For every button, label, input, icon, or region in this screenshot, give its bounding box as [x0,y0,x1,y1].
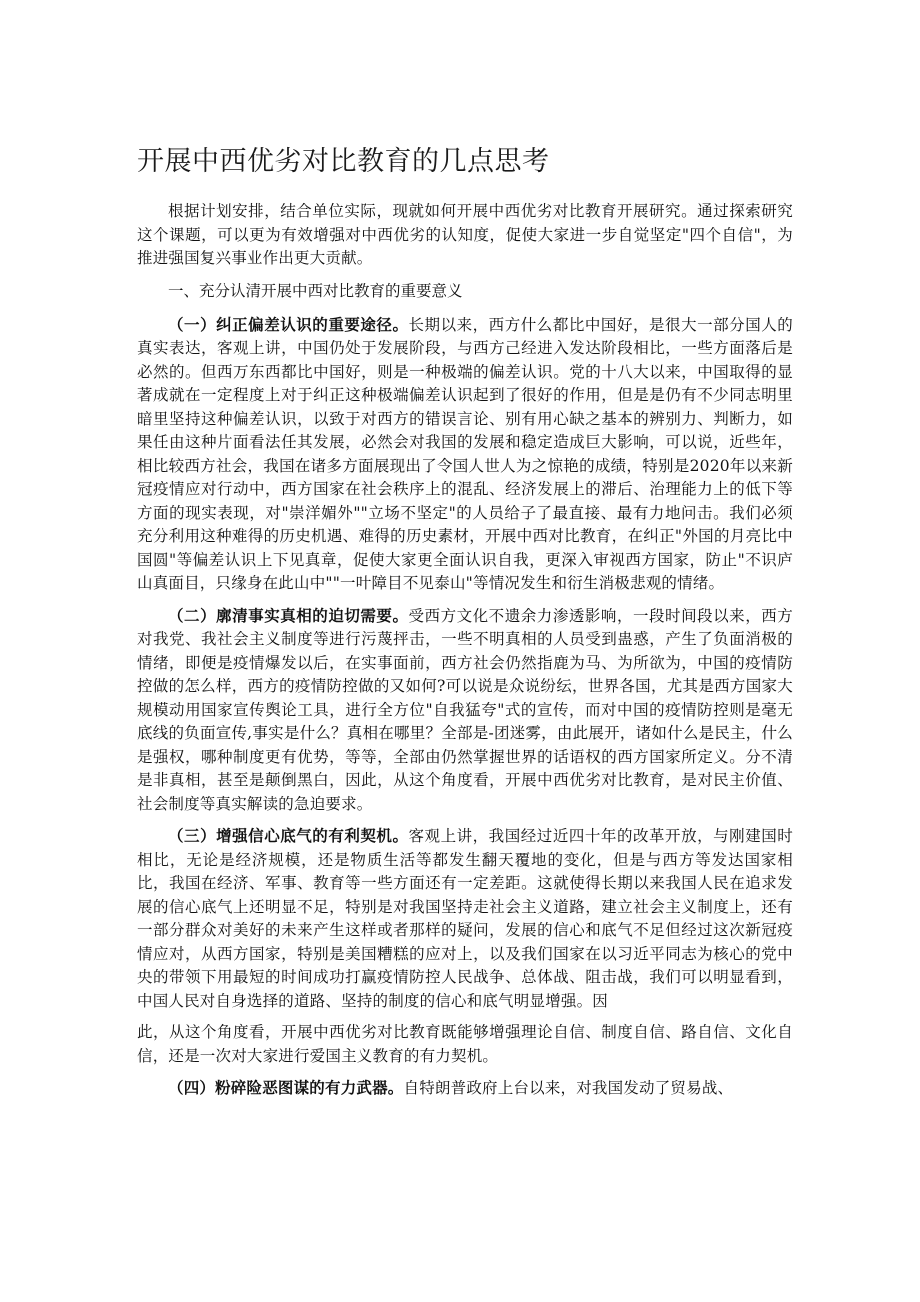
paragraph-4 [137,1076,793,1101]
paragraph-1 [137,313,793,596]
paragraph-4-lead: （四）粉碎险恶图谋的有力武器。 [168,1078,404,1097]
paragraph-3-body: 客观上讲，我国经过近四十年的改革开放，与刚建国时相比，无论是经济规模，还是物质生活等都发生翻天覆地的变化，但是与西方等发达国家相比，我国在经济、军事、教育等一些方面还有一定差距。这就使得长期以来我国人民在追求发展的信心底气上还明显不足，特别是对我国坚持走社会主义道路，建立社会主义制度上，还有一部分群众对美好的未来产生这样或者那样的疑问，发展的信心和底气不足但经过这次新冠疫情应对，从西方国家，特别是美国糟糕的应对上，以及我们国家在以习近平同志为核心的党中央的带领下用最短的时间成功打赢疫情防控人民战争、总体战、阻击战，我们可以明显看到，中国人民对自身选择的道路、坚持的制度的信心和底气明显增强。因 [137,827,793,1010]
document-title: 开展中西优劣对比教育的几点思考 [137,146,550,177]
paragraph-2-body: 受西方文化不遗余力渗透影响，一段时间段以来，西方对我党、我社会主义制度等进行污蔑抨击，一些不明真相的人员受到蛊惑，产生了负面消极的情绪，即便是疫情爆发以后，在实事面前，西方社会仍然指鹿为马、为所欲为，中国的疫情防控做的怎么样，西方的疫情防控做的又如何?可以说是众说纷纭，世界各国，尤其是西方国家大规模动用国家宣传舆论工具，进行全方位"自我猛夸"式的宣传，而对中国的疫情防控则是毫无底线的负面宣传,事实是什么？真相在哪里？全部是-团迷雾，由此展开，诸如什么是民主，什么是强权，哪种制度更有优势，等等，全部由仍然掌握世界的话语权的西方国家所定义。分不清是非真相，甚至是颠倒黑白，因此，从这个角度看，开展中西优劣对比教育，是对民主价值、社会制度等真实解读的急迫要求。 [137,606,793,813]
paragraph-4-body: 自特朗普政府上台以来，对我国发动了贸易战、 [403,1079,734,1097]
paragraph-3 [137,824,793,1013]
intro-paragraph: 根据计划安排，结合单位实际，现就如何开展中西优劣对比教育开展研究。通过探索研究这个课题，可以更为有效增强对中西优劣的认知度，促使大家进一步自觉坚定"四个自信"，为推进强国复兴事业作出更大贡献。 [137,202,793,267]
paragraph-1-lead: （一）纠正偏差认识的重要途径。 [168,314,409,334]
section-heading: 一、充分认清开展中西对比教育的重要意义 [168,281,463,300]
paragraph-1-body: 长期以来，西方什么都比中国好，是很大一部分国人的真实表达，客观上讲，中国仍处于发展阶段，与西方己经进入发达阶段相比，一些方面落后是必然的。但西万东西都比中国好，则是一种极端的偏差认识。党的十八大以来，中国取得的显著成就在一定程度上对于纠正这种极端偏差认识起到了很好的作用，但是是仍有不少同志明里暗里坚持这种偏差认识，以致于对西方的错误言论、别有用心缺之基本的辨别力、判断力，如果任由这种片面看法任其发展，必然会对我国的发展和稳定造成巨大影响，可以说，近些年，相比较西方社会，我国在诸多方面展现出了令国人世人为之惊艳的成绩，特别是2020年以来新冠疫情应对行动中，西方国家在社会秩序上的混乱、经济发展上的滞后、治理能力上的低下等方面的现实表现，对"崇洋媚外""立场不坚定"的人员给子了最直接、最有力地问击。我们必须充分利用这种难得的历史机遇、难得的历史素材，开展中西对比教育，在纠正"外国的月亮比中国圆"等偏差认识上下见真章，促使大家更全面认识自我，更深入审视西方国家，防止"不识庐山真面目，只缘身在此山中""一叶障目不见泰山"等情况发生和衍生消极悲观的情绪。 [137,315,793,592]
document-body [137,142,793,1101]
paragraph-2 [137,604,793,817]
paragraph-3-continued: 此，从这个角度看，开展中西优劣对比教育既能够增强理论自信、制度自信、路自信、文化自信，还是一次对大家进行爱国主义教育的有力契机。 [137,1023,793,1065]
paragraph-2-lead: （二）廓清事实真相的迫切需要。 [168,605,409,625]
paragraph-3-lead: （三）增强信心底气的有利契机。 [168,826,409,845]
